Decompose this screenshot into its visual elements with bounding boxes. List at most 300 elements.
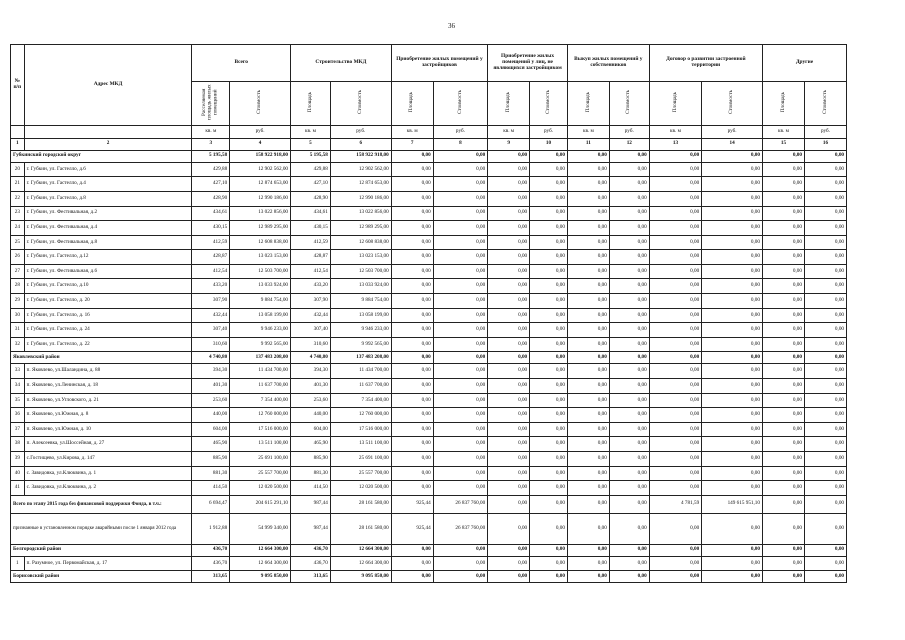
table-row — [11, 337, 847, 352]
value-cell: 0,00 — [762, 191, 804, 206]
value-cell: 0,00 — [391, 264, 433, 279]
value-cell: 0,00 — [762, 279, 804, 294]
column-number: 7 — [391, 138, 433, 150]
value-cell: 0,00 — [609, 481, 649, 496]
row-number: 25 — [11, 235, 25, 250]
value-cell: 253,60 — [291, 393, 331, 408]
subheader-cell — [488, 82, 530, 126]
unit-cell: кв. м — [192, 125, 230, 138]
subheader-label: Площадь — [779, 91, 786, 113]
value-cell: 0,00 — [530, 481, 568, 496]
address-cell: с. Завидовка, ул.Клюквина, д. 1 — [24, 466, 192, 481]
value-cell: 0,00 — [567, 495, 609, 513]
value-cell: 0,00 — [567, 437, 609, 452]
value-cell: 0,00 — [488, 437, 530, 452]
subheader-cell — [391, 82, 433, 126]
value-cell: 436,70 — [291, 544, 331, 556]
value-cell: 428,90 — [291, 191, 331, 206]
value-cell: 0,00 — [609, 437, 649, 452]
value-cell: 0,00 — [702, 352, 763, 364]
table-row — [11, 422, 847, 437]
value-cell: 0,00 — [609, 393, 649, 408]
table-row — [11, 481, 847, 496]
value-cell: 0,00 — [762, 162, 804, 177]
section-row — [11, 150, 847, 162]
value-cell: 13 033 924,00 — [230, 279, 291, 294]
header-group-development-contract: Договор о развитии застроенной территории — [649, 45, 762, 82]
value-cell: 0,00 — [433, 437, 488, 452]
value-cell: 0,00 — [609, 264, 649, 279]
value-cell: 0,00 — [649, 264, 701, 279]
value-cell: 0,00 — [762, 206, 804, 221]
subheader-cell — [530, 82, 568, 126]
value-cell: 0,00 — [702, 191, 763, 206]
value-cell: 11 637 700,00 — [330, 379, 391, 394]
value-cell: 0,00 — [649, 221, 701, 236]
value-cell: 0,00 — [649, 481, 701, 496]
value-cell: 13 023 153,00 — [330, 250, 391, 265]
value-cell: 0,00 — [433, 294, 488, 309]
value-cell: 26 837 760,00 — [433, 495, 488, 513]
value-cell: 0,00 — [488, 250, 530, 265]
value-cell: 0,00 — [649, 308, 701, 323]
value-cell: 0,00 — [762, 235, 804, 250]
value-cell: 9 884 754,00 — [230, 294, 291, 309]
row-number: 26 — [11, 250, 25, 265]
value-cell: 0,00 — [762, 364, 804, 379]
value-cell: 0,00 — [702, 337, 763, 352]
value-cell: 0,00 — [762, 294, 804, 309]
value-cell: 0,00 — [649, 279, 701, 294]
row-number: 40 — [11, 466, 25, 481]
value-cell: 0,00 — [530, 571, 568, 583]
value-cell: 0,00 — [762, 466, 804, 481]
value-cell: 0,00 — [762, 323, 804, 338]
value-cell: 0,00 — [762, 177, 804, 192]
row-number: 24 — [11, 221, 25, 236]
address-cell: г. Губкин, ул. Гастелло, д.8 — [24, 191, 192, 206]
value-cell: 0,00 — [567, 264, 609, 279]
value-cell: 0,00 — [530, 206, 568, 221]
value-cell: 0,00 — [530, 393, 568, 408]
value-cell: 401,30 — [291, 379, 331, 394]
value-cell: 0,00 — [433, 544, 488, 556]
header-group-other: Другие — [762, 45, 846, 82]
value-cell: 0,00 — [530, 150, 568, 162]
row-label: Яковлевский район — [11, 352, 192, 364]
row-number: 32 — [11, 337, 25, 352]
value-cell: 1 912,88 — [192, 513, 230, 544]
subheader-label: Стоимость — [456, 90, 463, 114]
value-cell: 0,00 — [433, 150, 488, 162]
table-row — [11, 264, 847, 279]
value-cell: 0,00 — [391, 393, 433, 408]
subheader-cell — [649, 82, 701, 126]
value-cell: 0,00 — [530, 408, 568, 423]
table-row — [11, 191, 847, 206]
value-cell: 436,70 — [192, 556, 230, 571]
value-cell: 0,00 — [649, 544, 701, 556]
address-cell: г. Губкин, ул. Фестивальная, д.4 — [24, 221, 192, 236]
value-cell: 0,00 — [391, 452, 433, 467]
table-row — [11, 235, 847, 250]
value-cell: 12 664 300,00 — [230, 544, 291, 556]
value-cell: 0,00 — [762, 150, 804, 162]
table-row — [11, 250, 847, 265]
value-cell: 0,00 — [649, 337, 701, 352]
value-cell: 0,00 — [649, 206, 701, 221]
value-cell: 0,00 — [804, 452, 846, 467]
value-cell: 885,90 — [291, 452, 331, 467]
value-cell: 0,00 — [391, 422, 433, 437]
header-group-non-developers: Приобретение жилых помещений у лиц, не являющихся застройщиком — [488, 45, 568, 82]
value-cell: 0,00 — [530, 556, 568, 571]
value-cell: 0,00 — [804, 235, 846, 250]
value-cell: 0,00 — [433, 556, 488, 571]
value-cell: 414,50 — [192, 481, 230, 496]
value-cell: 0,00 — [433, 481, 488, 496]
value-cell: 0,00 — [649, 408, 701, 423]
value-cell: 0,00 — [433, 250, 488, 265]
value-cell: 9 095 850,00 — [330, 571, 391, 583]
value-cell: 0,00 — [649, 352, 701, 364]
value-cell: 0,00 — [530, 308, 568, 323]
value-cell: 0,00 — [804, 556, 846, 571]
value-cell: 6 694,47 — [192, 495, 230, 513]
unit-cell: кв. м — [291, 125, 331, 138]
value-cell: 0,00 — [702, 177, 763, 192]
value-cell: 11 434 700,00 — [230, 364, 291, 379]
value-cell: 9 946 233,00 — [330, 323, 391, 338]
value-cell: 0,00 — [609, 162, 649, 177]
value-cell: 12 760 000,00 — [230, 408, 291, 423]
value-cell: 0,00 — [702, 544, 763, 556]
value-cell: 0,00 — [649, 556, 701, 571]
value-cell: 0,00 — [702, 393, 763, 408]
column-number: 15 — [762, 138, 804, 150]
value-cell: 0,00 — [609, 379, 649, 394]
value-cell: 465,90 — [192, 437, 230, 452]
value-cell: 0,00 — [488, 191, 530, 206]
value-cell: 0,00 — [702, 279, 763, 294]
value-cell: 0,00 — [391, 364, 433, 379]
value-cell: 0,00 — [567, 466, 609, 481]
value-cell: 0,00 — [488, 221, 530, 236]
address-cell: г. Губкин, ул. Гастелло, д. 20 — [24, 294, 192, 309]
value-cell: 0,00 — [488, 235, 530, 250]
value-cell: 434,61 — [291, 206, 331, 221]
value-cell: 11 637 700,00 — [230, 379, 291, 394]
header-address: Адрес МКД — [24, 45, 192, 126]
total-row — [11, 495, 847, 513]
value-cell: 0,00 — [804, 466, 846, 481]
address-cell: г. Губкин, ул. Фестивальная, д.6 — [24, 264, 192, 279]
value-cell: 12 664 300,00 — [230, 556, 291, 571]
value-cell: 0,00 — [702, 571, 763, 583]
row-number: 39 — [11, 452, 25, 467]
value-cell: 0,00 — [391, 177, 433, 192]
value-cell: 0,00 — [488, 556, 530, 571]
subheader-cell — [609, 82, 649, 126]
value-cell: 13 022 856,00 — [230, 206, 291, 221]
address-cell: г. Губкин, ул. Гастелло, д.4 — [24, 177, 192, 192]
value-cell: 0,00 — [649, 294, 701, 309]
subheader-cell — [192, 82, 230, 126]
value-cell: 0,00 — [530, 162, 568, 177]
address-cell: с.Гостищево, ул.Кирова, д. 147 — [24, 452, 192, 467]
value-cell: 0,00 — [530, 279, 568, 294]
value-cell: 307,40 — [192, 323, 230, 338]
value-cell: 604,00 — [291, 422, 331, 437]
value-cell: 0,00 — [567, 162, 609, 177]
value-cell: 0,00 — [609, 150, 649, 162]
value-cell: 25 557 700,00 — [330, 466, 391, 481]
column-number: 11 — [567, 138, 609, 150]
value-cell: 12 990 186,00 — [230, 191, 291, 206]
value-cell: 0,00 — [530, 264, 568, 279]
value-cell: 0,00 — [702, 150, 763, 162]
value-cell: 0,00 — [702, 452, 763, 467]
unit-cell: руб. — [230, 125, 291, 138]
value-cell: 0,00 — [488, 513, 530, 544]
value-cell: 0,00 — [804, 393, 846, 408]
value-cell: 0,00 — [567, 235, 609, 250]
column-number: 14 — [702, 138, 763, 150]
value-cell: 465,90 — [291, 437, 331, 452]
value-cell: 0,00 — [649, 379, 701, 394]
value-cell: 0,00 — [567, 571, 609, 583]
total-row — [11, 513, 847, 544]
value-cell: 12 503 700,00 — [330, 264, 391, 279]
value-cell: 13 511 100,00 — [330, 437, 391, 452]
value-cell: 0,00 — [762, 495, 804, 513]
value-cell: 881,30 — [291, 466, 331, 481]
row-number: 34 — [11, 379, 25, 394]
unit-cell: руб. — [702, 125, 763, 138]
value-cell: 0,00 — [762, 379, 804, 394]
row-number: 28 — [11, 279, 25, 294]
column-number: 10 — [530, 138, 568, 150]
unit-cell: руб. — [330, 125, 391, 138]
value-cell: 0,00 — [433, 206, 488, 221]
value-cell: 0,00 — [762, 422, 804, 437]
value-cell: 0,00 — [433, 422, 488, 437]
value-cell: 313,65 — [192, 571, 230, 583]
row-label: Губкинский городской округ — [11, 150, 192, 162]
value-cell: 414,50 — [291, 481, 331, 496]
value-cell: 0,00 — [530, 437, 568, 452]
value-cell: 0,00 — [488, 264, 530, 279]
subheader-cell — [330, 82, 391, 126]
value-cell: 0,00 — [488, 466, 530, 481]
value-cell: 0,00 — [804, 150, 846, 162]
address-cell: п. Яковлево, ул.Южная, д. 10 — [24, 422, 192, 437]
header-group-total: Всего — [192, 45, 291, 82]
value-cell: 0,00 — [702, 481, 763, 496]
section-row — [11, 571, 847, 583]
unit-cell: руб. — [433, 125, 488, 138]
value-cell: 925,44 — [391, 495, 433, 513]
value-cell: 436,70 — [192, 544, 230, 556]
value-cell: 0,00 — [530, 250, 568, 265]
value-cell: 307,40 — [291, 323, 331, 338]
value-cell: 0,00 — [391, 279, 433, 294]
value-cell: 0,00 — [433, 235, 488, 250]
value-cell: 0,00 — [567, 177, 609, 192]
value-cell: 25 557 700,00 — [230, 466, 291, 481]
value-cell: 0,00 — [567, 150, 609, 162]
value-cell: 137 483 208,00 — [330, 352, 391, 364]
value-cell: 0,00 — [488, 481, 530, 496]
row-number: 20 — [11, 162, 25, 177]
value-cell: 0,00 — [649, 393, 701, 408]
value-cell: 0,00 — [649, 422, 701, 437]
value-cell: 9 992 565,00 — [330, 337, 391, 352]
value-cell: 427,10 — [291, 177, 331, 192]
row-number: 38 — [11, 437, 25, 452]
value-cell: 0,00 — [804, 408, 846, 423]
subheader-label: Стоимость — [728, 90, 735, 114]
value-cell: 0,00 — [762, 408, 804, 423]
row-number: 27 — [11, 264, 25, 279]
table-row — [11, 379, 847, 394]
value-cell: 12 760 000,00 — [330, 408, 391, 423]
subheader-label: Площадь — [408, 91, 415, 113]
value-cell: 4 740,80 — [291, 352, 331, 364]
table-row — [11, 279, 847, 294]
value-cell: 0,00 — [433, 308, 488, 323]
value-cell: 0,00 — [488, 323, 530, 338]
value-cell: 0,00 — [488, 308, 530, 323]
value-cell: 0,00 — [567, 337, 609, 352]
value-cell: 0,00 — [762, 221, 804, 236]
subheader-label: Стоимость — [821, 90, 828, 114]
value-cell: 0,00 — [702, 221, 763, 236]
subheader-label: Стоимость — [544, 90, 551, 114]
value-cell: 0,00 — [391, 571, 433, 583]
value-cell: 0,00 — [702, 308, 763, 323]
value-cell: 0,00 — [567, 221, 609, 236]
address-cell: г. Губкин, ул. Гастелло, д. 24 — [24, 323, 192, 338]
row-number: 30 — [11, 308, 25, 323]
value-cell: 0,00 — [391, 437, 433, 452]
value-cell: 26 837 760,00 — [433, 513, 488, 544]
address-cell: п. Яковлево, ул.Шаландина, д. 88 — [24, 364, 192, 379]
value-cell: 0,00 — [488, 422, 530, 437]
value-cell: 0,00 — [609, 323, 649, 338]
value-cell: 28 161 580,00 — [330, 513, 391, 544]
address-cell: г. Губкин, ул. Гастелло, д.6 — [24, 162, 192, 177]
value-cell: 12 990 186,00 — [330, 191, 391, 206]
subheader-cell — [804, 82, 846, 126]
value-cell: 12 989 295,00 — [230, 221, 291, 236]
value-cell: 0,00 — [391, 308, 433, 323]
row-number: 36 — [11, 408, 25, 423]
table-row — [11, 294, 847, 309]
value-cell: 307,90 — [192, 294, 230, 309]
address-cell: п. Разумное, ул. Первомайская, д. 17 — [24, 556, 192, 571]
value-cell: 0,00 — [702, 264, 763, 279]
value-cell: 0,00 — [433, 177, 488, 192]
table-row — [11, 323, 847, 338]
value-cell: 0,00 — [488, 294, 530, 309]
section-row — [11, 352, 847, 364]
address-cell: с. Завидовка, ул.Клюквина, д. 2 — [24, 481, 192, 496]
table-row — [11, 221, 847, 236]
subheader-label: Стоимость — [625, 90, 632, 114]
value-cell: 0,00 — [702, 437, 763, 452]
subheader-cell — [230, 82, 291, 126]
value-cell: 0,00 — [433, 408, 488, 423]
value-cell: 0,00 — [567, 250, 609, 265]
value-cell: 13 511 100,00 — [230, 437, 291, 452]
value-cell: 433,20 — [192, 279, 230, 294]
value-cell: 0,00 — [391, 323, 433, 338]
value-cell: 0,00 — [609, 556, 649, 571]
value-cell: 0,00 — [433, 162, 488, 177]
value-cell: 0,00 — [804, 422, 846, 437]
unit-cell: руб. — [530, 125, 568, 138]
resettlement-table — [10, 44, 847, 583]
value-cell: 5 195,58 — [291, 150, 331, 162]
column-number: 6 — [330, 138, 391, 150]
value-cell: 12 664 300,00 — [330, 556, 391, 571]
value-cell: 4 781,59 — [649, 495, 701, 513]
subheader-label: Стоимость — [256, 90, 263, 114]
column-number: 4 — [230, 138, 291, 150]
unit-cell: кв. м — [391, 125, 433, 138]
value-cell: 0,00 — [567, 308, 609, 323]
value-cell: 0,00 — [530, 235, 568, 250]
row-label: Борисовский район — [11, 571, 192, 583]
value-cell: 4 740,80 — [192, 352, 230, 364]
table-row — [11, 206, 847, 221]
value-cell: 0,00 — [649, 177, 701, 192]
value-cell: 428,87 — [192, 250, 230, 265]
value-cell: 253,60 — [192, 393, 230, 408]
value-cell: 13 033 924,00 — [330, 279, 391, 294]
row-label: Всего по этапу 2015 года без финансовой поддержки Фонда, в т.ч.: — [11, 495, 192, 513]
section-row — [11, 544, 847, 556]
value-cell: 0,00 — [530, 191, 568, 206]
value-cell: 0,00 — [433, 452, 488, 467]
value-cell: 310,60 — [291, 337, 331, 352]
value-cell: 0,00 — [530, 452, 568, 467]
row-number: 31 — [11, 323, 25, 338]
value-cell: 12 608 838,00 — [230, 235, 291, 250]
value-cell: 0,00 — [649, 364, 701, 379]
value-cell: 0,00 — [391, 352, 433, 364]
address-cell: п. Яковлево, ул.Ленинская, д. 18 — [24, 379, 192, 394]
value-cell: 0,00 — [804, 191, 846, 206]
value-cell: 204 615 291,10 — [230, 495, 291, 513]
value-cell: 13 058 199,00 — [230, 308, 291, 323]
unit-cell: руб. — [609, 125, 649, 138]
value-cell: 0,00 — [609, 364, 649, 379]
address-cell: г. Губкин, ул. Гастелло, д.10 — [24, 279, 192, 294]
value-cell: 0,00 — [804, 437, 846, 452]
row-label: признанные в установленном порядке аварийными после 1 января 2012 года — [11, 513, 192, 544]
value-cell: 17 516 000,00 — [330, 422, 391, 437]
value-cell: 310,60 — [192, 337, 230, 352]
header-group-buyout: Выкуп жилых помещений у собственников — [567, 45, 649, 82]
value-cell: 0,00 — [804, 206, 846, 221]
value-cell: 5 195,58 — [192, 150, 230, 162]
subheader-cell — [762, 82, 804, 126]
unit-cell: руб. — [804, 125, 846, 138]
value-cell: 0,00 — [702, 422, 763, 437]
column-number: 9 — [488, 138, 530, 150]
